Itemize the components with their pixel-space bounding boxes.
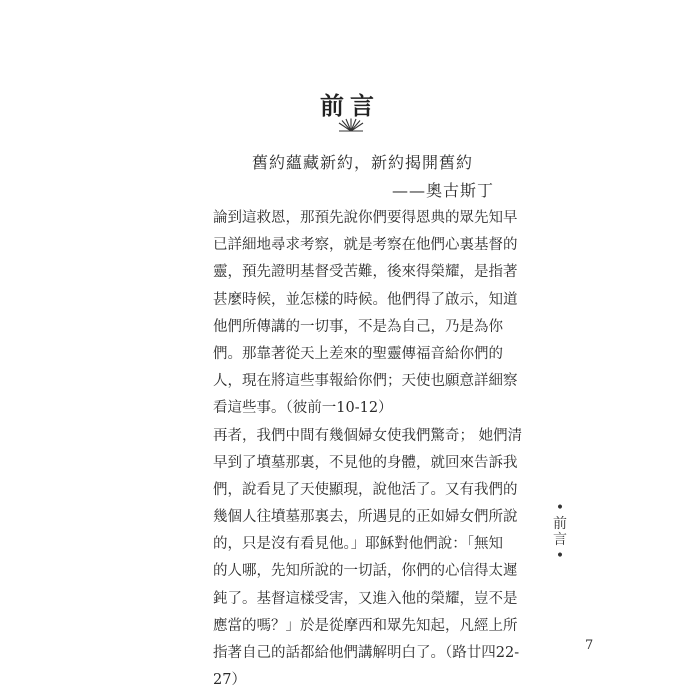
- chapter-side-tab: [552, 500, 568, 564]
- body-text: [213, 205, 523, 694]
- text-line: 看這些事。（彼前一10-12）: [213, 400, 393, 417]
- side-tab-dot-top: •: [555, 500, 565, 516]
- page-number: 7: [585, 638, 594, 653]
- side-tab-dot-bottom: •: [555, 548, 565, 564]
- text-line: 鈍了。基督這樣受害，又進入他的榮耀，豈不是: [213, 590, 518, 607]
- text-line: 靈，預先證明基督受苦難，後來得榮耀，是指著: [213, 264, 518, 281]
- paragraph-scripture-1: [213, 205, 518, 423]
- text-line: 甚麼時候，並怎樣的時候。他們得了啟示，知道: [213, 291, 518, 308]
- text-line: 的人哪，先知所說的一切話，你們的心信得太遲: [213, 563, 518, 580]
- epigraph: 舊約蘊藏新約，新約揭開舊約: [252, 153, 474, 172]
- fan-ornament-icon: [336, 118, 366, 132]
- text-line: 他們所傳講的一切事，不是為自己，乃是為你: [213, 318, 503, 335]
- text-line: 27）: [213, 672, 246, 689]
- epigraph-attribution: ——奧古斯丁: [392, 181, 495, 200]
- text-line: 早到了墳墓那裏，不見他的身體，就回來告訴我: [213, 454, 518, 471]
- text-line: 再者，我們中間有幾個婦女使我們驚奇； 她們清: [213, 427, 523, 444]
- text-line: 指著自己的話都給他們講解明白了。（路廿四22-: [213, 645, 520, 661]
- text-line: 論到這救恩，那預先說你們要得恩典的眾先知早: [213, 210, 518, 226]
- text-line: 幾個人往墳墓那裏去，所遇見的正如婦女們所說: [213, 509, 518, 526]
- page-title: 前言: [320, 91, 380, 120]
- text-line: 們。那靠著從天上差來的聖靈傳福音給你們的: [213, 345, 503, 362]
- text-line: 已詳細地尋求考察，就是考察在他們心裏基督的: [213, 237, 518, 254]
- paragraph-scripture-2: [213, 423, 523, 695]
- side-tab-char: 言: [553, 532, 567, 548]
- text-line: 們，說看見了天使顯現，說他活了。又有我們的: [213, 481, 518, 498]
- side-tab-char: 前: [553, 516, 567, 532]
- text-line: 的，只是沒有看見他。」耶穌對他們說：「無知: [213, 536, 503, 553]
- text-line: 應當的嗎？」於是從摩西和眾先知起，凡經上所: [213, 617, 518, 634]
- text-line: 人，現在將這些事報給你們；天使也願意詳細察: [213, 373, 518, 390]
